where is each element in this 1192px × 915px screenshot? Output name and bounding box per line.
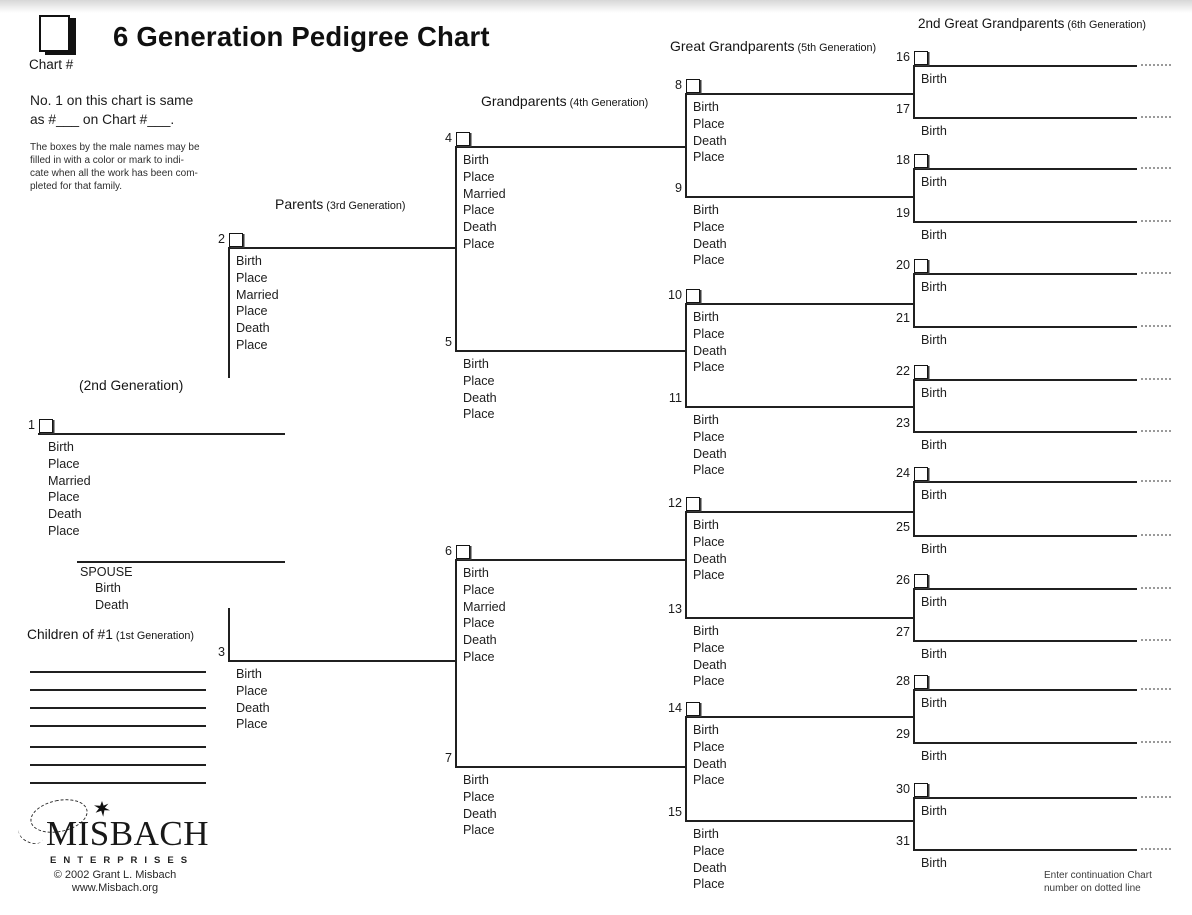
entry-31-field-labels (921, 855, 947, 872)
entry-8-field-labels (693, 99, 727, 166)
entry-16-field-labels (921, 71, 947, 88)
bracket-line (913, 65, 915, 117)
entry-28-field-labels (921, 695, 947, 712)
entry-29-field-labels (921, 748, 947, 765)
entry-3-field-labels (236, 666, 270, 733)
header-6th-generation (918, 16, 1146, 31)
entry-17-name-line[interactable] (913, 117, 1137, 119)
entry-12-name-line[interactable] (685, 511, 913, 513)
same-as-note (30, 91, 193, 129)
children-write-in-line[interactable] (30, 671, 206, 673)
field-label: Place (463, 236, 495, 251)
spouse-birth-label: Birth (95, 581, 121, 595)
field-label: Birth (693, 203, 719, 217)
entry-4-number: 4 (444, 131, 452, 145)
field-label: Birth (693, 624, 719, 638)
header-sub-text: (3rd Generation) (326, 200, 406, 212)
field-label: Birth (921, 386, 947, 400)
entry-22-field-labels (921, 385, 947, 402)
entry-5-field-labels (463, 356, 497, 423)
field-label: Place (463, 203, 495, 218)
header-sub-text: (4th Generation) (569, 97, 649, 109)
field-label: Place (463, 582, 495, 597)
field-label: Death (463, 633, 497, 648)
entry-15-number: 15 (667, 805, 682, 819)
entry-5-number: 5 (444, 335, 452, 349)
field-label: Birth (921, 175, 947, 189)
field-label: Place (693, 360, 725, 375)
field-label: Place (236, 337, 268, 352)
entry-2-number: 2 (217, 232, 225, 246)
field-label: Place (693, 739, 725, 754)
entry-23-continuation-dotted-line[interactable] (1141, 430, 1171, 432)
field-label: Place (463, 616, 495, 631)
entry-8-male-checkbox[interactable] (686, 79, 700, 93)
field-label: Death (693, 551, 727, 566)
field-label: Death (693, 446, 727, 461)
entry-28-name-line[interactable] (913, 689, 1137, 691)
fine-print-line: filled in with a color or mark to indi- (30, 155, 184, 166)
field-label: Death (693, 236, 727, 251)
header-main-text: Grandparents (481, 93, 567, 109)
field-label: Birth (921, 856, 947, 870)
field-label: Birth (921, 333, 947, 347)
logo-subname: ENTERPRISES (50, 855, 195, 866)
children-write-in-line[interactable] (30, 707, 206, 709)
field-label: Birth (921, 438, 947, 452)
entry-20-male-checkbox[interactable] (914, 259, 928, 273)
header-sub-text: (6th Generation) (1067, 19, 1146, 31)
entry-18-field-labels (921, 174, 947, 191)
entry-16-male-checkbox[interactable] (914, 51, 928, 65)
header-main-text: Children of #1 (27, 627, 113, 642)
field-label: Place (693, 253, 725, 268)
entry-20-continuation-dotted-line[interactable] (1141, 272, 1171, 274)
entry-28-continuation-dotted-line[interactable] (1141, 688, 1171, 690)
entry-19-number: 19 (895, 206, 910, 220)
entry-15-name-line[interactable] (685, 820, 913, 822)
entry-30-field-labels (921, 803, 947, 820)
entry-13-field-labels (693, 623, 727, 690)
entry-18-name-line[interactable] (913, 168, 1137, 170)
field-label: Birth (693, 518, 719, 532)
entry-13-name-line[interactable] (685, 617, 913, 619)
bracket-line (913, 379, 915, 431)
chart-number-box[interactable] (39, 15, 70, 52)
entry-24-number: 24 (895, 466, 910, 480)
entry-24-male-checkbox[interactable] (914, 467, 928, 481)
field-label: Place (463, 373, 495, 388)
entry-20-number: 20 (895, 258, 910, 272)
entry-23-field-labels (921, 437, 947, 454)
continuation-note-line1: Enter continuation Chart (1044, 870, 1152, 881)
entry-21-continuation-dotted-line[interactable] (1141, 325, 1171, 327)
entry-10-name-line[interactable] (685, 303, 913, 305)
entry-26-number: 26 (895, 573, 910, 587)
header-main-text: Parents (275, 196, 324, 212)
entry-1-field-labels (48, 439, 91, 540)
field-label: Birth (921, 72, 947, 86)
entry-24-field-labels (921, 487, 947, 504)
header-sub-text: (1st Generation) (115, 630, 194, 642)
field-label: Place (693, 568, 725, 583)
bracket-line (228, 247, 230, 378)
fine-print-line: cate when all the work has been com- (30, 168, 198, 179)
entry-26-field-labels (921, 594, 947, 611)
entry-14-number: 14 (667, 701, 682, 715)
entry-18-number: 18 (895, 153, 910, 167)
entry-8-name-line[interactable] (685, 93, 913, 95)
entry-29-name-line[interactable] (913, 742, 1137, 744)
entry-29-number: 29 (895, 727, 910, 741)
entry-21-number: 21 (895, 311, 910, 325)
field-label: Birth (48, 440, 74, 454)
entry-25-continuation-dotted-line[interactable] (1141, 534, 1171, 536)
entry-14-male-checkbox[interactable] (686, 702, 700, 716)
logo-website: www.Misbach.org (71, 882, 159, 894)
field-label: Married (236, 287, 279, 302)
bracket-line (228, 608, 230, 660)
entry-9-name-line[interactable] (685, 196, 913, 198)
field-label: Death (693, 657, 727, 672)
same-as-note-line1: No. 1 on this chart is same (30, 93, 194, 108)
entry-29-continuation-dotted-line[interactable] (1141, 741, 1171, 743)
field-label: Death (693, 343, 727, 358)
entry-28-male-checkbox[interactable] (914, 675, 928, 689)
field-label: Place (48, 523, 80, 538)
entry-26-male-checkbox[interactable] (914, 574, 928, 588)
header-3rd-generation (275, 196, 405, 212)
entry-22-name-line[interactable] (913, 379, 1137, 381)
entry-27-field-labels (921, 646, 947, 663)
entry-3-name-line[interactable] (228, 660, 455, 662)
entry-16-name-line[interactable] (913, 65, 1137, 67)
field-label: Birth (463, 566, 489, 580)
entry-24-name-line[interactable] (913, 481, 1137, 483)
entry-2-field-labels (236, 253, 279, 354)
header-1st-generation-children (27, 627, 194, 642)
header-main-text: 2nd Great Grandparents (918, 16, 1065, 31)
field-label: Birth (921, 696, 947, 710)
header-main-text: Great Grandparents (670, 38, 795, 54)
entry-25-name-line[interactable] (913, 535, 1137, 537)
entry-18-continuation-dotted-line[interactable] (1141, 167, 1171, 169)
children-write-in-line[interactable] (30, 725, 206, 727)
entry-31-number: 31 (895, 834, 910, 848)
entry-4-name-line[interactable] (455, 146, 685, 148)
bracket-line (685, 511, 687, 617)
entry-16-number: 16 (895, 50, 910, 64)
field-label: Place (693, 326, 725, 341)
logo-copyright: © 2002 Grant L. Misbach (53, 869, 177, 881)
header-5th-generation (670, 38, 876, 54)
entry-7-field-labels (463, 772, 497, 839)
fine-print-line: pleted for that family. (30, 181, 123, 192)
field-label: Death (236, 700, 270, 715)
entry-25-number: 25 (895, 520, 910, 534)
entry-7-name-line[interactable] (455, 766, 685, 768)
spouse-name-line[interactable] (77, 561, 285, 563)
entry-11-name-line[interactable] (685, 406, 913, 408)
field-label: Death (693, 860, 727, 875)
entry-22-male-checkbox[interactable] (914, 365, 928, 379)
field-label: Death (463, 390, 497, 405)
entry-16-continuation-dotted-line[interactable] (1141, 64, 1171, 66)
field-label: Birth (921, 280, 947, 294)
field-label: Birth (921, 124, 947, 138)
field-label: Place (463, 407, 495, 422)
field-label: Place (693, 534, 725, 549)
bracket-line (913, 797, 915, 849)
bracket-line (685, 716, 687, 820)
entry-22-number: 22 (895, 364, 910, 378)
field-label: Place (693, 219, 725, 234)
field-label: Place (463, 789, 495, 804)
entry-30-male-checkbox[interactable] (914, 783, 928, 797)
field-label: Birth (693, 413, 719, 427)
entry-10-field-labels (693, 309, 727, 376)
entry-17-continuation-dotted-line[interactable] (1141, 116, 1171, 118)
field-label: Death (236, 321, 270, 336)
field-label: Birth (463, 153, 489, 167)
entry-11-field-labels (693, 412, 727, 479)
bracket-line (455, 559, 457, 766)
entry-25-field-labels (921, 541, 947, 558)
field-label: Place (693, 429, 725, 444)
entry-1-number: 1 (27, 418, 35, 432)
children-write-in-line[interactable] (30, 689, 206, 691)
entry-23-number: 23 (895, 416, 910, 430)
entry-26-continuation-dotted-line[interactable] (1141, 587, 1171, 589)
entry-12-number: 12 (667, 496, 682, 510)
field-label: Place (693, 150, 725, 165)
entry-31-name-line[interactable] (913, 849, 1137, 851)
children-write-in-line[interactable] (30, 746, 206, 748)
field-label: Place (236, 270, 268, 285)
field-label: Place (463, 823, 495, 838)
field-label: Birth (921, 804, 947, 818)
bracket-line (913, 273, 915, 326)
entry-4-field-labels (463, 152, 506, 253)
bracket-line (913, 588, 915, 640)
field-label: Place (236, 717, 268, 732)
entry-19-field-labels (921, 227, 947, 244)
header-sub-text: (5th Generation) (797, 42, 877, 54)
field-label: Place (236, 683, 268, 698)
field-label: Death (463, 220, 497, 235)
entry-8-number: 8 (674, 78, 682, 92)
entry-20-name-line[interactable] (913, 273, 1137, 275)
entry-22-continuation-dotted-line[interactable] (1141, 378, 1171, 380)
bracket-line (685, 303, 687, 406)
entry-27-continuation-dotted-line[interactable] (1141, 639, 1171, 641)
entry-1-name-line[interactable] (38, 433, 285, 435)
children-write-in-line[interactable] (30, 782, 206, 784)
field-label: Birth (921, 647, 947, 661)
entry-30-name-line[interactable] (913, 797, 1137, 799)
entry-9-number: 9 (674, 181, 682, 195)
field-label: Birth (921, 542, 947, 556)
field-label: Death (48, 507, 82, 522)
continuation-note-line2: number on dotted line (1044, 882, 1141, 894)
entry-27-name-line[interactable] (913, 640, 1137, 642)
entry-13-number: 13 (667, 602, 682, 616)
entry-19-continuation-dotted-line[interactable] (1141, 220, 1171, 222)
chart-number-label: Chart # (29, 57, 74, 72)
entry-17-number: 17 (895, 102, 910, 116)
header-main-text: (2nd Generation) (79, 378, 184, 393)
entry-23-name-line[interactable] (913, 431, 1137, 433)
field-label: Birth (693, 827, 719, 841)
entry-18-male-checkbox[interactable] (914, 154, 928, 168)
entry-15-field-labels (693, 826, 727, 893)
field-label: Place (48, 490, 80, 505)
children-write-in-line[interactable] (30, 764, 206, 766)
entry-9-field-labels (693, 202, 727, 269)
entry-6-number: 6 (444, 544, 452, 558)
entry-2-name-line[interactable] (228, 247, 455, 249)
entry-30-continuation-dotted-line[interactable] (1141, 796, 1171, 798)
header-2nd-generation (79, 378, 183, 393)
field-label: Birth (921, 488, 947, 502)
entry-10-male-checkbox[interactable] (686, 289, 700, 303)
fine-print-line: The boxes by the male names may be (30, 142, 200, 153)
entry-7-number: 7 (444, 751, 452, 765)
continuation-note (1044, 870, 1152, 895)
bracket-line (913, 689, 915, 742)
field-label: Married (48, 473, 91, 488)
entry-24-continuation-dotted-line[interactable] (1141, 480, 1171, 482)
entry-6-field-labels (463, 565, 506, 666)
entry-30-number: 30 (895, 782, 910, 796)
field-label: Place (48, 456, 80, 471)
field-label: Place (693, 116, 725, 131)
field-label: Place (693, 674, 725, 689)
field-label: Death (463, 806, 497, 821)
field-label: Married (463, 186, 506, 201)
entry-14-name-line[interactable] (685, 716, 913, 718)
entry-21-name-line[interactable] (913, 326, 1137, 328)
field-label: Place (693, 640, 725, 655)
field-label: Birth (921, 228, 947, 242)
field-label: Married (463, 599, 506, 614)
field-label: Death (693, 756, 727, 771)
entry-10-number: 10 (667, 288, 682, 302)
entry-20-field-labels (921, 279, 947, 296)
entry-6-name-line[interactable] (455, 559, 685, 561)
logo-wordmark: MISBACH (46, 814, 209, 853)
field-label: Place (693, 843, 725, 858)
entry-14-field-labels (693, 722, 727, 789)
entry-19-name-line[interactable] (913, 221, 1137, 223)
entry-2-male-checkbox[interactable] (229, 233, 243, 247)
field-label: Place (236, 304, 268, 319)
entry-4-male-checkbox[interactable] (456, 132, 470, 146)
field-label: Birth (236, 667, 262, 681)
field-label: Place (693, 463, 725, 478)
entry-1-male-checkbox[interactable] (39, 419, 53, 433)
page-title: 6 Generation Pedigree Chart (113, 21, 490, 52)
entry-31-continuation-dotted-line[interactable] (1141, 848, 1171, 850)
entry-27-number: 27 (895, 625, 910, 639)
field-label: Birth (236, 254, 262, 268)
field-label: Birth (921, 595, 947, 609)
bracket-line (685, 93, 687, 196)
field-label: Place (463, 649, 495, 664)
scan-edge-shading (0, 0, 1192, 13)
entry-17-field-labels (921, 123, 947, 140)
spouse-death-label: Death (95, 598, 129, 612)
header-4th-generation (481, 93, 648, 109)
same-as-note-line2: as #___ on Chart #___. (30, 112, 175, 127)
entry-3-number: 3 (217, 645, 225, 659)
entry-21-field-labels (921, 332, 947, 349)
field-label: Place (693, 773, 725, 788)
bracket-line (913, 168, 915, 221)
spouse-label: SPOUSE (80, 565, 133, 579)
field-label: Birth (693, 723, 719, 737)
field-label: Death (693, 133, 727, 148)
bracket-line (455, 146, 457, 350)
field-label: Birth (921, 749, 947, 763)
entry-28-number: 28 (895, 674, 910, 688)
entry-12-field-labels (693, 517, 727, 584)
field-label: Birth (693, 310, 719, 324)
field-label: Place (463, 169, 495, 184)
field-label: Birth (693, 100, 719, 114)
entry-12-male-checkbox[interactable] (686, 497, 700, 511)
field-label: Place (693, 877, 725, 892)
fine-print-note (30, 141, 210, 193)
field-label: Birth (463, 357, 489, 371)
entry-6-male-checkbox[interactable] (456, 545, 470, 559)
field-label: Birth (463, 773, 489, 787)
entry-26-name-line[interactable] (913, 588, 1137, 590)
bracket-line (913, 481, 915, 535)
entry-5-name-line[interactable] (455, 350, 685, 352)
entry-11-number: 11 (668, 391, 682, 405)
